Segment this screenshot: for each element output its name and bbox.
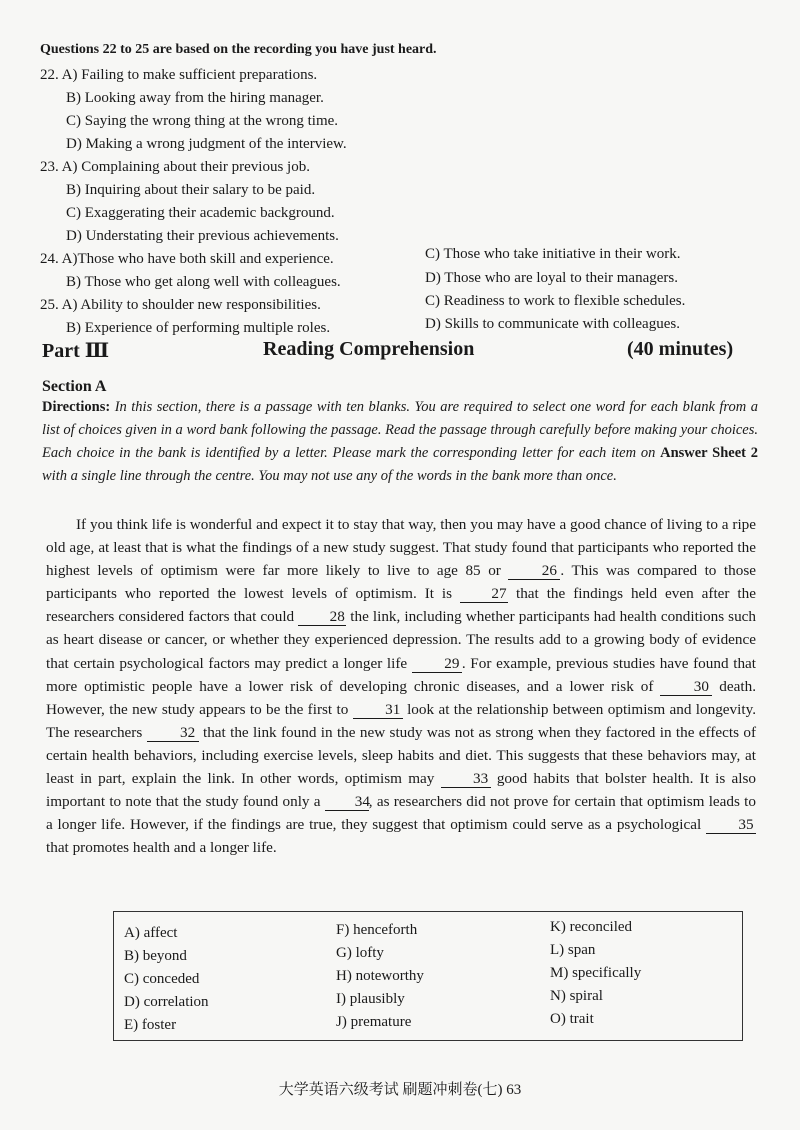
questions-header: Questions 22 to 25 are based on the recording you have just heard. [40, 42, 437, 57]
blank-28: 28 [298, 608, 346, 626]
blank-32: 32 [147, 724, 199, 742]
blank-34: 34 [325, 793, 369, 811]
q25-option-b: B) Experience of performing multiple roles. [66, 320, 331, 336]
blank-29: 29 [412, 655, 462, 673]
reading-passage [46, 513, 756, 859]
passage-text: that the link found in the new study was not as strong when they factored in the effects of certain health behaviors, including exercise levels, sleep habits and diet. This suggests that these behaviors may, at least in part, explain the link. In other words, optimism may [46, 723, 756, 788]
passage-text: good habits that bolster health. It is also important to note that the study found only a [46, 770, 756, 811]
blank-30: 30 [660, 678, 712, 696]
passage-text: , as researchers did not prove for certain that optimism leads to a longer life. However, if the findings are true, they suggest that optimism could serve as a psychological [46, 793, 756, 834]
section-title: Section A [42, 378, 107, 395]
q25-option-c: C) Readiness to work to flexible schedules. [425, 293, 686, 309]
q22-option-a: 22. A) Failing to make sufficient preparations. [40, 67, 318, 83]
directions-text-2: with a single line through the centre. You may not use any of the words in the bank more than once. [42, 468, 617, 484]
q22-option-b: B) Looking away from the hiring manager. [66, 90, 324, 106]
bank-option: G) lofty [336, 945, 384, 961]
q24-option-b: B) Those who get along well with colleagues. [66, 274, 341, 290]
part-title: Reading Comprehension [263, 338, 475, 360]
q25-option-d: D) Skills to communicate with colleagues. [425, 316, 680, 332]
bank-option: L) span [550, 942, 596, 958]
q24-option-c: C) Those who take initiative in their work. [425, 246, 681, 262]
bank-option: K) reconciled [550, 919, 633, 935]
bank-option: C) conceded [124, 971, 200, 987]
bank-option: D) correlation [124, 994, 209, 1010]
q24-option-a: 24. A)Those who have both skill and experience. [40, 251, 334, 267]
bank-option: A) affect [124, 925, 178, 941]
bank-option: B) beyond [124, 948, 187, 964]
part-label: Part Ⅲ [42, 340, 110, 362]
q23-option-c: C) Exaggerating their academic background. [66, 205, 335, 221]
part-time: (40 minutes) [627, 338, 734, 360]
passage-text: the link, including whether participants had health conditions such as heart disease or cancer, or whether they experienced depression. The results add to a growing body of evidence that certain psychological factors may predict a longer life [46, 608, 757, 672]
bank-option: H) noteworthy [336, 968, 424, 984]
passage-text: . For example, previous studies have found that more optimistic people have a lower risk of developing chronic diseases, and a lower risk of [46, 654, 756, 695]
bank-option: M) specifically [550, 965, 642, 981]
passage-text: that the findings held even after the researchers considered factors that could [46, 585, 756, 626]
bank-option: O) trait [550, 1011, 594, 1027]
passage-text: . This was compared to those participants who reported the lowest levels of optimism. It is [46, 562, 756, 603]
directions-text-1: In this section, there is a passage with ten blanks. You are required to select one word for each blank from a list of choices given in a word bank following the passage. Read the passage through carefully before making your choices. Each choice in the bank is identified by a letter. Please mark the corresponding letter for each item on [42, 399, 758, 461]
bank-option: E) foster [124, 1017, 177, 1033]
passage-text: that promotes health and a longer life. [46, 839, 277, 857]
q23-option-a: 23. A) Complaining about their previous job. [40, 159, 310, 175]
q23-option-b: B) Inquiring about their salary to be paid. [66, 182, 316, 198]
bank-option: J) premature [336, 1014, 412, 1030]
word-bank [113, 911, 743, 1041]
directions-label: Directions: [42, 399, 111, 415]
blank-33: 33 [441, 770, 491, 788]
q22-option-c: C) Saying the wrong thing at the wrong time. [66, 113, 339, 129]
directions-answer-sheet: Answer Sheet 2 [660, 445, 758, 461]
passage-text: If you think life is wonderful and expect it to stay that way, then you may have a good chance of living to a ripe old age, at least that is what the findings of a new study suggest. That study found that participants who reported the highest levels of optimism were far more likely to live to age 85 or [46, 516, 756, 580]
blank-31: 31 [353, 701, 403, 719]
q25-option-a: 25. A) Ability to shoulder new responsibilities. [40, 297, 321, 313]
page-footer: 大学英语六级考试 刷题冲刺卷(七) 63 [278, 1082, 522, 1098]
bank-option: F) henceforth [336, 922, 418, 938]
passage-text: death. However, the new study appears to be the first to [46, 677, 756, 718]
blank-26: 26 [508, 562, 560, 580]
directions [42, 396, 758, 488]
passage-text: look at the relationship between optimism and longevity. The researchers [46, 700, 756, 741]
bank-option: I) plausibly [336, 991, 405, 1007]
q24-option-d: D) Those who are loyal to their managers. [425, 270, 678, 286]
blank-35: 35 [706, 816, 756, 834]
q23-option-d: D) Understating their previous achievements. [66, 228, 339, 244]
blank-27: 27 [460, 585, 508, 603]
q22-option-d: D) Making a wrong judgment of the interview. [66, 136, 347, 152]
bank-option: N) spiral [550, 988, 603, 1004]
